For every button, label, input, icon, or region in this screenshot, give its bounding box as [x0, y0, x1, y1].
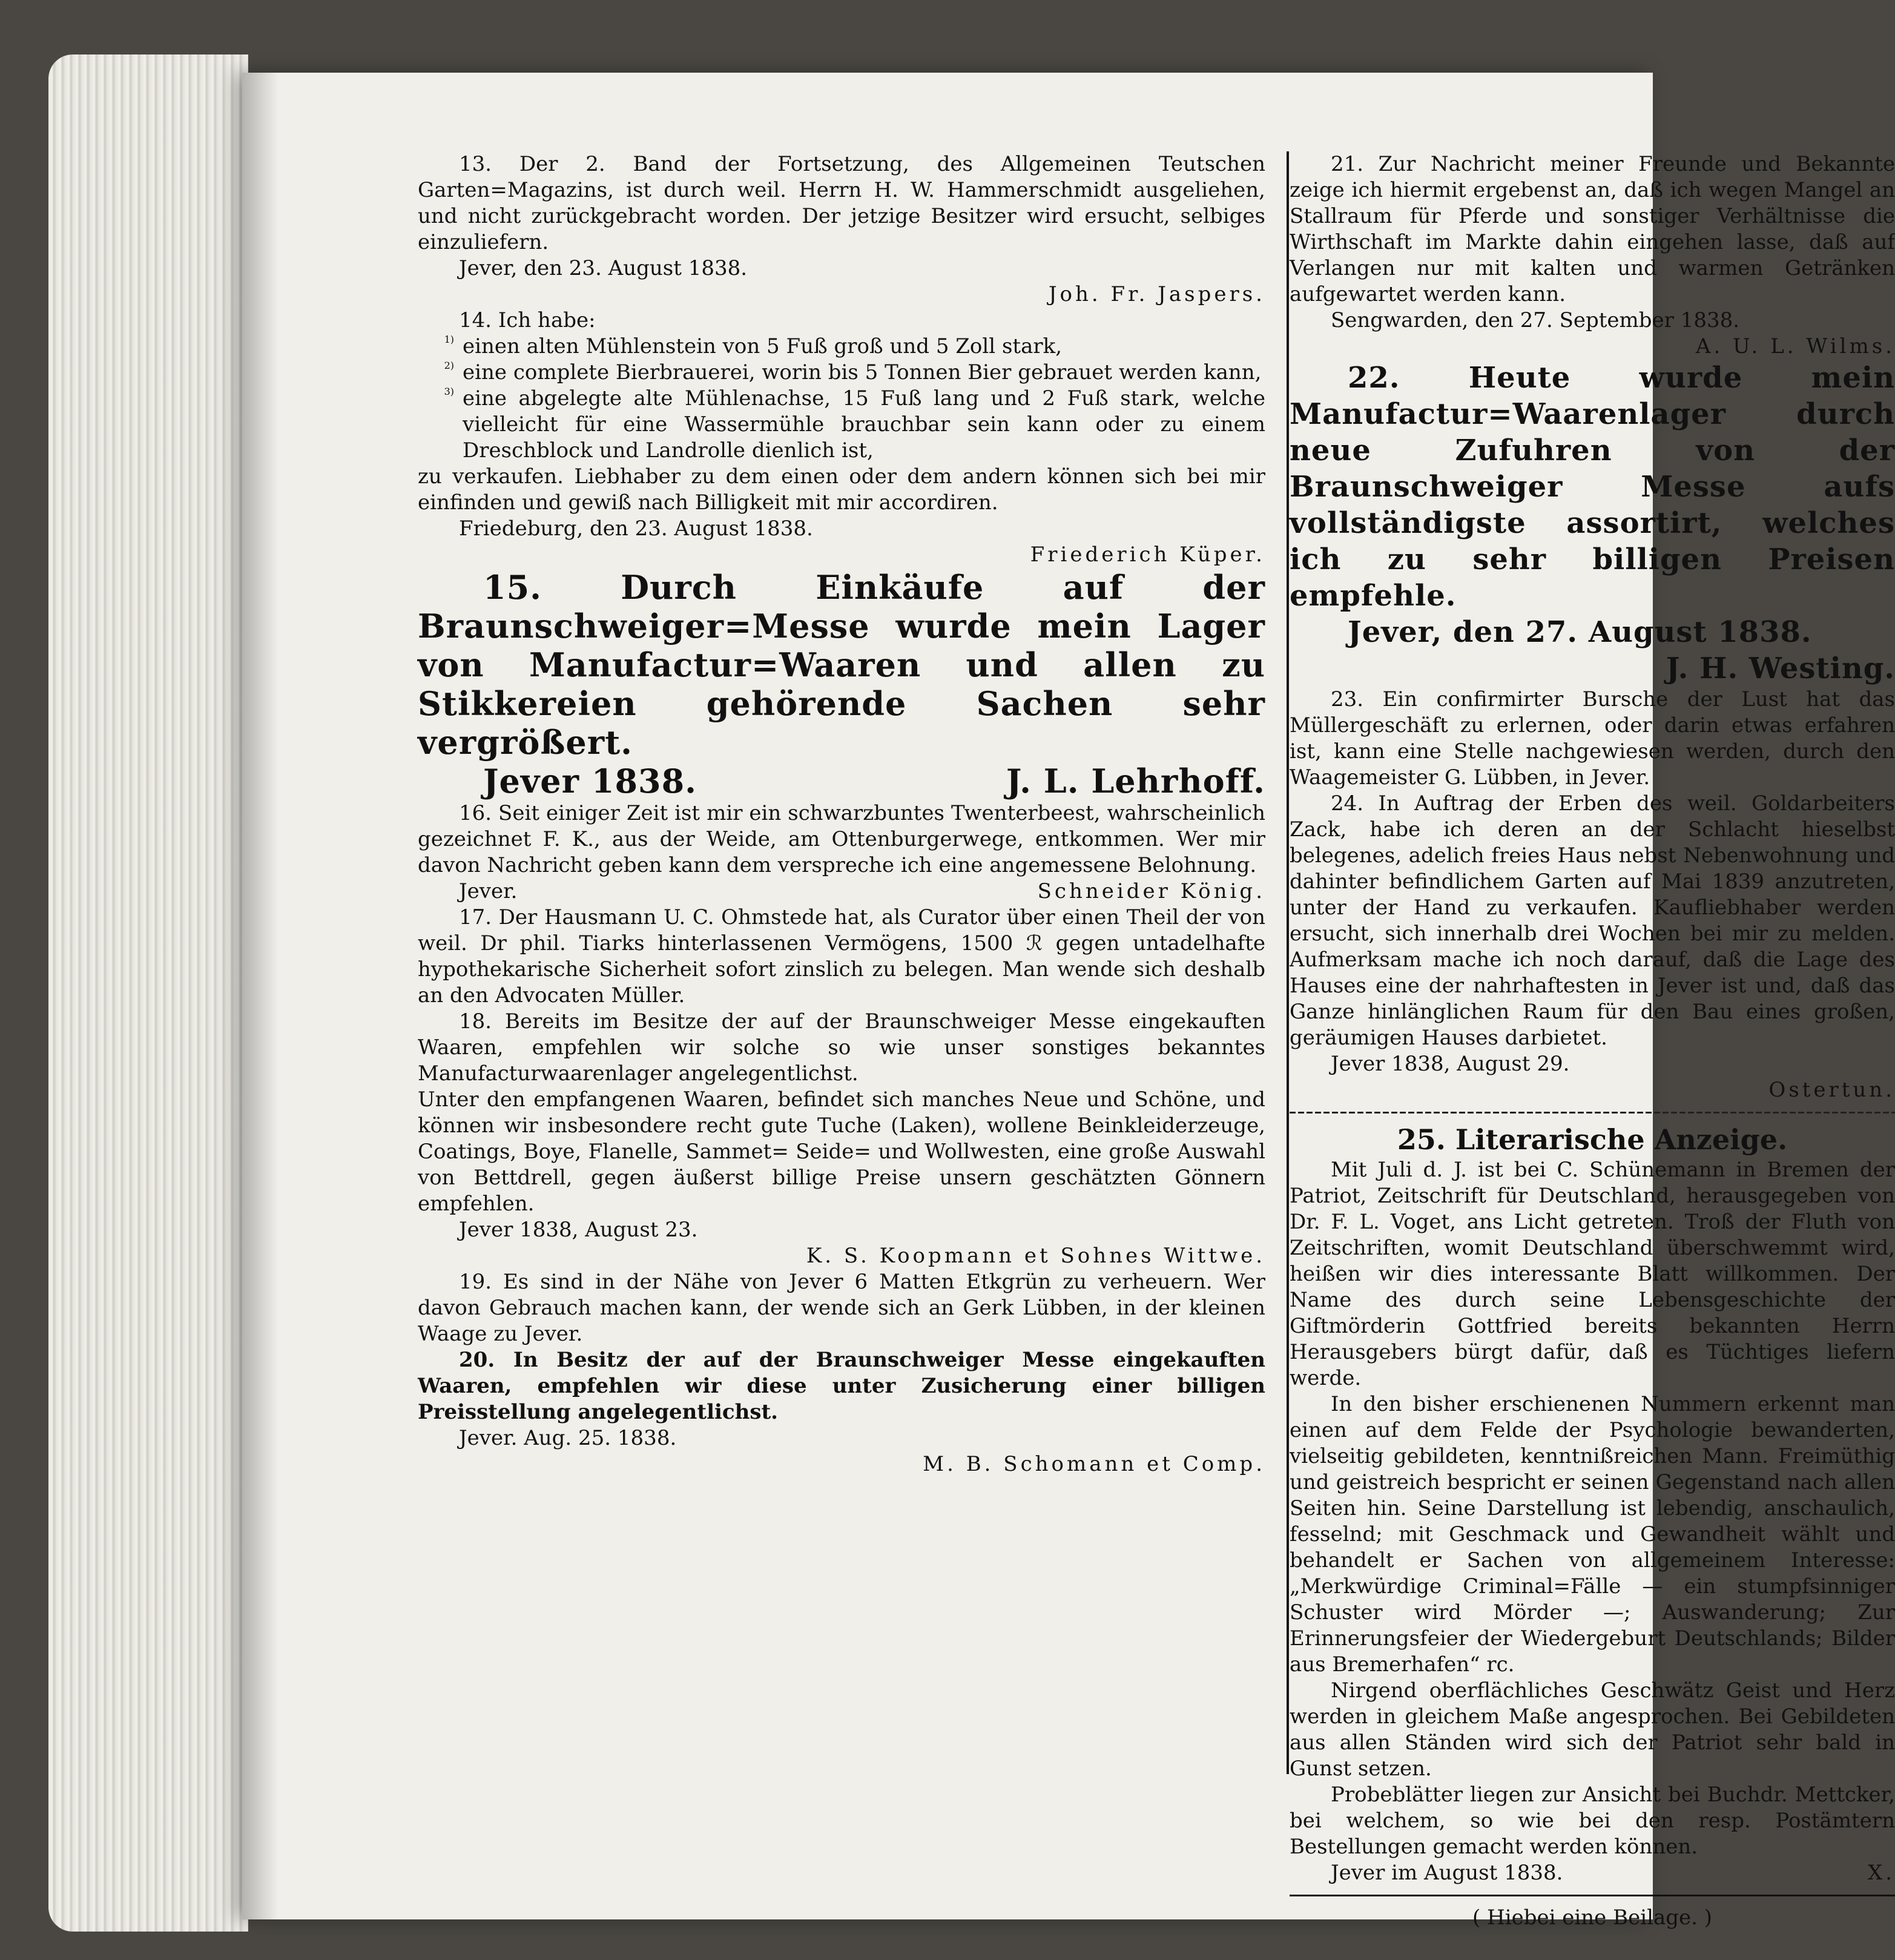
notice-13-signature: Joh. Fr. Jaspers. — [1048, 282, 1265, 306]
item-number: 1) — [444, 334, 454, 345]
notice-25-paragraph: Probeblätter liegen zur Ansicht bei Buchdr. Mettcker, bei welchem, so wie bei den resp. Postämtern Bestellungen gemacht werden können. — [1290, 1783, 1895, 1859]
item-text: eine abgelegte alte Mühlenachse, 15 Fuß lang und 2 Fuß stark, welche vielleicht für eine Wassermühle brauchbar sein kann oder zu einem Dreschblock und Landrolle dienlich ist, — [463, 386, 1265, 463]
page-gutter-shadow — [242, 73, 278, 1919]
notice-21-signature: A. U. L. Wilms. — [1695, 334, 1895, 358]
notice-14-item — [418, 334, 1265, 360]
notice-18-signature: K. S. Koopmann et Sohnes Wittwe. — [806, 1244, 1265, 1268]
left-column — [418, 151, 1265, 1477]
item-text: einen alten Mühlenstein von 5 Fuß groß und 5 Zoll stark, — [463, 334, 1063, 358]
notice-20: 20. In Besitz der auf der Braunschweiger Messe eingekauften Waaren, empfehlen wir diese unter Zusicherung einer billigen Preisstellung angelegentlichst. — [418, 1348, 1265, 1424]
right-column — [1290, 151, 1895, 1931]
notice-21-date: Sengwarden, den 27. September 1838. — [1331, 308, 1740, 332]
notice-25-paragraph: In den bisher erschienenen Nummern erkennt man einen auf dem Felde der Psychologie bewanderten, vielseitig gebildeten, kenntnißreichen Mann. Freimüthig und geistreich bespricht er seinen Gegenstand nach allen Seiten hin. Seine Darstellung ist lebendig, anschaulich, fesselnd; mit Geschmack und Gewandheit wählt und behandelt er Sachen von allgemeinem Interesse: „Merkwürdige Criminal=Fälle — ein stumpfsinniger Schuster wird Mörder —; Auswanderung; Zur Erinnerungsfeier der Wiedergeburt Deutschlands; Bilder aus Bremerhafen“ rc. — [1290, 1392, 1895, 1677]
notice-23: 23. Ein confirmirter Bursche der Lust hat das Müllergeschäft zu erlernen, oder darin etwas erfahren ist, kann eine Stelle nachgewiesen werden, durch den Waagemeister G. Lübben, in Jever. — [1290, 687, 1895, 790]
notice-15-signature: J. L. Lehrhoff. — [1006, 762, 1265, 800]
document-page — [242, 73, 1895, 1930]
notice-18-body: Unter den empfangenen Waaren, befindet sich manches Neue und Schöne, und können wir insbesondere recht gute Tuche (Laken), wollene Beinkleiderzeuge, Coatings, Boye, Flanelle, Sammet= Seide= und Wollwesten, eine große Auswahl von Bettdrell, gegen äußerst billige Preise unsern geschätzten Gönnern empfehlen. — [418, 1087, 1265, 1216]
notice-22-date: Jever, den 27. August 1838. — [1348, 615, 1812, 649]
notice-17: 17. Der Hausmann U. C. Ohmstede hat, als Curator über einen Theil der von weil. Dr phil. Tiarks hinterlassenen Vermögens, 1500 ℛ gegen untadelhafte hypothekarische Sicherheit sofort zinslich zu belegen. Man wende sich deshalb an den Advocaten Müller. — [418, 905, 1265, 1008]
notice-24-signature: Ostertun. — [1768, 1078, 1895, 1102]
notice-22-signature: J. H. Westing. — [1666, 652, 1895, 685]
notice-18-date: Jever 1838, August 23. — [459, 1218, 698, 1242]
footer-rule — [1290, 1895, 1895, 1896]
notice-25-signature: X. — [1867, 1861, 1895, 1885]
notice-13: 13. Der 2. Band der Fortsetzung, des Allgemeinen Teutschen Garten=Magazins, ist durch weil. Herrn H. W. Hammerschmidt ausgeliehen, und nicht zurückgebracht worden. Der jetzige Besitzer wird ersucht, selbiges einzuliefern. — [418, 152, 1265, 254]
notice-14-intro: 14. Ich habe: — [459, 308, 596, 332]
notice-20-date: Jever. Aug. 25. 1838. — [459, 1426, 677, 1450]
item-text: eine complete Bierbrauerei, worin bis 5 Tonnen Bier gebrauet werden kann, — [463, 360, 1262, 384]
item-number: 3) — [444, 386, 454, 397]
notice-25-heading: 25. Literarische Anzeige. — [1397, 1123, 1788, 1156]
item-number: 2) — [444, 360, 454, 371]
notice-22: 22. Heute wurde mein Manufactur=Waarenlager durch neue Zufuhren von der Braunschweiger Messe aufs vollständigste assortirt, welches ich zu sehr billigen Preisen empfehle. — [1290, 361, 1895, 613]
notice-18: 18. Bereits im Besitze der auf der Braunschweiger Messe eingekauften Waaren, empfehlen wir solche so wie unser sonstiges bekanntes Manufacturwaarenlager angelegentlichst. — [418, 1009, 1265, 1086]
notice-14-signature: Friederich Küper. — [1030, 543, 1265, 567]
notice-25-paragraph: Mit Juli d. J. ist bei C. Schünemann in Bremen der Patriot, Zeitschrift für Deutschland, herausgegeben von Dr. F. L. Voget, ans Licht getreten. Troß der Fluth von Zeitschriften, womit Deutschland überschwemmt wird, heißen wir dies interessante Blatt willkommen. Der Name des durch seine Lebensgeschichte der Giftmörderin Gottfried bereits bekannten Herrn Herausgebers bürgt dafür, daß es Tüchtiges liefern werde. — [1290, 1158, 1895, 1390]
notice-15-date: Jever 1838. — [483, 762, 697, 800]
notice-13-date: Jever, den 23. August 1838. — [459, 256, 748, 280]
notice-21: 21. Zur Nachricht meiner Freunde und Bekannte zeige ich hiermit ergebenst an, daß ich wegen Mangel an Stallraum für Pferde und sonstiger Verhältnisse die Wirthschaft im Markte dahin eingehen lasse, daß auf Verlangen nur mit kalten und warmen Getränken aufgewartet werden kann. — [1290, 152, 1895, 306]
notice-16: 16. Seit einiger Zeit ist mir ein schwarzbuntes Twenterbeest, wahrscheinlich gezeichnet F. K., aus der Weide, am Ottenburgerwege, entkommen. Wer mir davon Nachricht geben kann dem verspreche ich eine angemessene Belohnung. — [418, 801, 1265, 877]
notice-15: 15. Durch Einkäufe auf der Braunschweiger=Messe wurde mein Lager von Manufactur=Waaren und allen zu Stikkereien gehörende Sachen sehr vergrößert. — [418, 568, 1265, 762]
column-divider — [1287, 151, 1289, 1774]
notice-25-paragraph: Nirgend oberflächliches Geschwätz Geist und Herz werden in gleichem Maße angesprochen. Bei Gebildeten aus allen Ständen wird sich der Patriot sehr bald in Gunst setzen. — [1290, 1678, 1895, 1781]
notice-20-signature: M. B. Schomann et Comp. — [923, 1452, 1265, 1476]
notice-14-date: Friedeburg, den 23. August 1838. — [459, 516, 813, 541]
notice-25-date: Jever im August 1838. — [1331, 1861, 1563, 1885]
supplement-note: ( Hiebei eine Beilage. ) — [1472, 1906, 1712, 1930]
notice-16-place: Jever. — [459, 879, 518, 903]
notice-19: 19. Es sind in der Nähe von Jever 6 Matten Etkgrün zu verheuern. Wer davon Gebrauch machen kann, der wende sich an Gerk Lübben, in der kleinen Waage zu Jever. — [418, 1270, 1265, 1346]
book-page-edges — [48, 54, 248, 1932]
notice-24-date: Jever 1838, August 29. — [1331, 1052, 1570, 1076]
notice-14-tail: zu verkaufen. Liebhaber zu dem einen oder dem andern können sich bei mir einfinden und gewiß nach Billigkeit mit mir accordiren. — [418, 464, 1265, 515]
notice-14-item — [418, 386, 1265, 464]
notice-24: 24. In Auftrag der Erben des weil. Goldarbeiters Zack, habe ich deren an der Schlacht hieselbst belegenes, adelich freies Haus nebst Nebenwohnung und dahinter befindlichem Garten auf Mai 1839 anzutreten, unter der Hand zu verkaufen. Kaufliebhaber werden ersucht, sich innerhalb drei Wochen bei mir zu melden. Aufmerksam mache ich noch darauf, daß die Lage des Hauses eine der nahrhaftesten in Jever ist und, daß das Ganze hinlänglichen Raum für den Bau eines großen, geräumigen Hauses darbietet. — [1290, 791, 1895, 1050]
section-divider — [1290, 1112, 1895, 1114]
notice-16-signature: Schneider König. — [1037, 879, 1265, 903]
notice-14-item — [418, 360, 1265, 386]
